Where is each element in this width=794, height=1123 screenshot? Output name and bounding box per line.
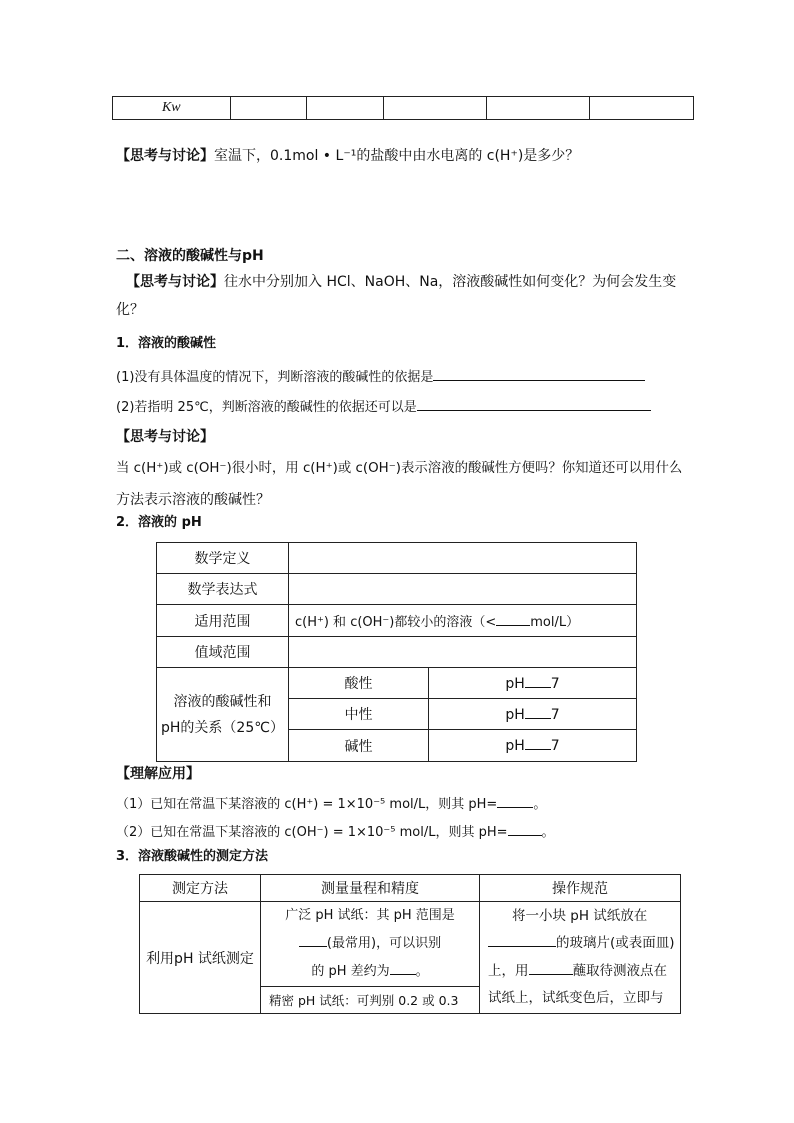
apply-q1-blank[interactable] [497, 795, 533, 808]
method-broad-paper [261, 902, 480, 987]
ph-row-label-relation [157, 668, 289, 762]
acid-ph-blank[interactable] [525, 675, 551, 688]
scope-blank[interactable] [496, 613, 530, 626]
op-l2-text: 的玻璃片(或表面皿) [556, 935, 675, 951]
base-ph-prefix: pH [505, 738, 525, 754]
kw-cell [230, 97, 307, 120]
scope-text-a: c(H⁺) 和 c(OH⁻)都较小的溶液（< [295, 615, 497, 630]
op-l1: 将一小块 pH 试纸放在 [512, 907, 648, 924]
apply-q1 [116, 795, 546, 811]
base-label: 碱性 [289, 730, 429, 762]
think2-text-line1: 往水中分别加入 HCl、NaOH、Na，溶液酸碱性如何变化？为何会发生变 [224, 274, 677, 290]
sub2-title: 2．溶液的 pH [116, 515, 202, 530]
think1-text: 室温下，0.1mol • L⁻¹的盐酸中由水电离的 c(H⁺)是多少？ [214, 148, 580, 164]
think2-line1 [126, 275, 676, 289]
kw-label: Kw [113, 97, 231, 120]
acid-ph [429, 668, 637, 699]
section2-title: 二、溶液的酸碱性与pH [116, 248, 264, 264]
ph-row-label-definition: 数学定义 [157, 543, 289, 574]
base-ph [429, 730, 637, 762]
sub1-title: 1．溶液的酸碱性 [116, 336, 217, 351]
apply-q1-end: 。 [533, 797, 547, 812]
relation-label-b: pH的关系（25℃） [161, 719, 284, 736]
ph-row-label-range: 值域范围 [157, 637, 289, 668]
ph-cell-expression [289, 574, 637, 605]
op-l3-b: 蘸取待测液点在 [572, 962, 667, 979]
q2-text: (2)若指明 25℃，判断溶液的酸碱性的依据还可以是 [116, 400, 417, 415]
q2-blank[interactable] [417, 398, 651, 411]
broad-l1: 广泛 pH 试纸：其 pH 范围是 [285, 908, 455, 923]
apply-q2-blank[interactable] [508, 823, 542, 836]
acid-label: 酸性 [289, 668, 429, 699]
kw-table [112, 96, 694, 120]
neutral-ph [429, 699, 637, 730]
broad-diff-blank[interactable] [390, 962, 416, 975]
broad-range-blank[interactable] [299, 934, 327, 947]
op-l2 [488, 930, 680, 958]
think3-line1: 当 c(H⁺)或 c(OH⁻)很小时，用 c(H⁺)或 c(OH⁻)表示溶液的酸碱性方便吗？你知道还可以用什么 [116, 461, 683, 476]
sub3-title: 3．溶液酸碱性的测定方法 [116, 849, 269, 864]
apply-q2-end: 。 [541, 825, 555, 840]
ph-cell-scope [289, 605, 637, 637]
q1-blank[interactable] [433, 368, 645, 381]
neutral-ph-suffix: 7 [550, 706, 560, 723]
neutral-ph-prefix: pH [505, 706, 525, 723]
ph-cell-range [289, 637, 637, 668]
broad-l3-a: 的 pH 差约为 [311, 964, 390, 979]
broad-l2-text: (最常用)，可以识别 [326, 936, 442, 951]
op-l4: 试纸上，试纸变色后，立即与 [488, 990, 664, 1006]
q1-line [116, 368, 645, 384]
base-ph-suffix: 7 [550, 738, 560, 754]
op-l3 [488, 958, 680, 986]
think2-line2: 化？ [116, 302, 144, 318]
neutral-ph-blank[interactable] [525, 706, 551, 719]
ph-cell-definition [289, 543, 637, 574]
acid-ph-suffix: 7 [550, 675, 560, 692]
broad-l3-b: 。 [415, 964, 429, 979]
ph-row-label-scope: 适用范围 [157, 605, 289, 637]
apply-tag: 【理解应用】 [116, 766, 200, 782]
kw-cell [590, 97, 694, 120]
think3-line2: 方法表示溶液的酸碱性？ [116, 492, 270, 508]
broad-l3 [261, 958, 479, 986]
scope-text-b: mol/L） [530, 615, 580, 630]
kw-cell [307, 97, 384, 120]
think1-line [116, 149, 579, 163]
op-l3-a: 上，用 [488, 962, 529, 979]
kw-cell [486, 97, 590, 120]
method-header-operation: 操作规范 [480, 875, 681, 902]
neutral-label: 中性 [289, 699, 429, 730]
base-ph-blank[interactable] [525, 737, 551, 750]
op-blank-1[interactable] [488, 934, 556, 947]
method-operation [480, 902, 681, 1014]
apply-q1-text: （1）已知在常温下某溶液的 c(H⁺) = 1×10⁻⁵ mol/L，则其 pH= [116, 797, 498, 812]
ph-row-label-expression: 数学表达式 [157, 574, 289, 605]
method-precise-paper: 精密 pH 试纸：可判别 0.2 或 0.3 [261, 987, 480, 1014]
op-blank-2[interactable] [529, 962, 573, 975]
think2-tag: 【思考与讨论】 [126, 274, 224, 290]
q1-text: (1)没有具体温度的情况下，判断溶液的酸碱性的依据是 [116, 370, 434, 385]
apply-q2 [116, 823, 555, 839]
method-header-range: 测量量程和精度 [261, 875, 480, 902]
kw-cell [384, 97, 487, 120]
think1-tag: 【思考与讨论】 [116, 148, 214, 164]
relation-label-a: 溶液的酸碱性和 [173, 693, 272, 710]
apply-q2-text: （2）已知在常温下某溶液的 c(OH⁻) = 1×10⁻⁵ mol/L，则其 pH= [116, 825, 508, 840]
broad-l2 [261, 930, 479, 958]
method-table [139, 874, 681, 1014]
acid-ph-prefix: pH [505, 675, 525, 692]
method-header-method: 测定方法 [140, 875, 261, 902]
think3-tag: 【思考与讨论】 [116, 429, 214, 445]
q2-line [116, 398, 651, 414]
method-ph-paper: 利用pH 试纸测定 [140, 902, 261, 1014]
ph-table [156, 542, 637, 762]
